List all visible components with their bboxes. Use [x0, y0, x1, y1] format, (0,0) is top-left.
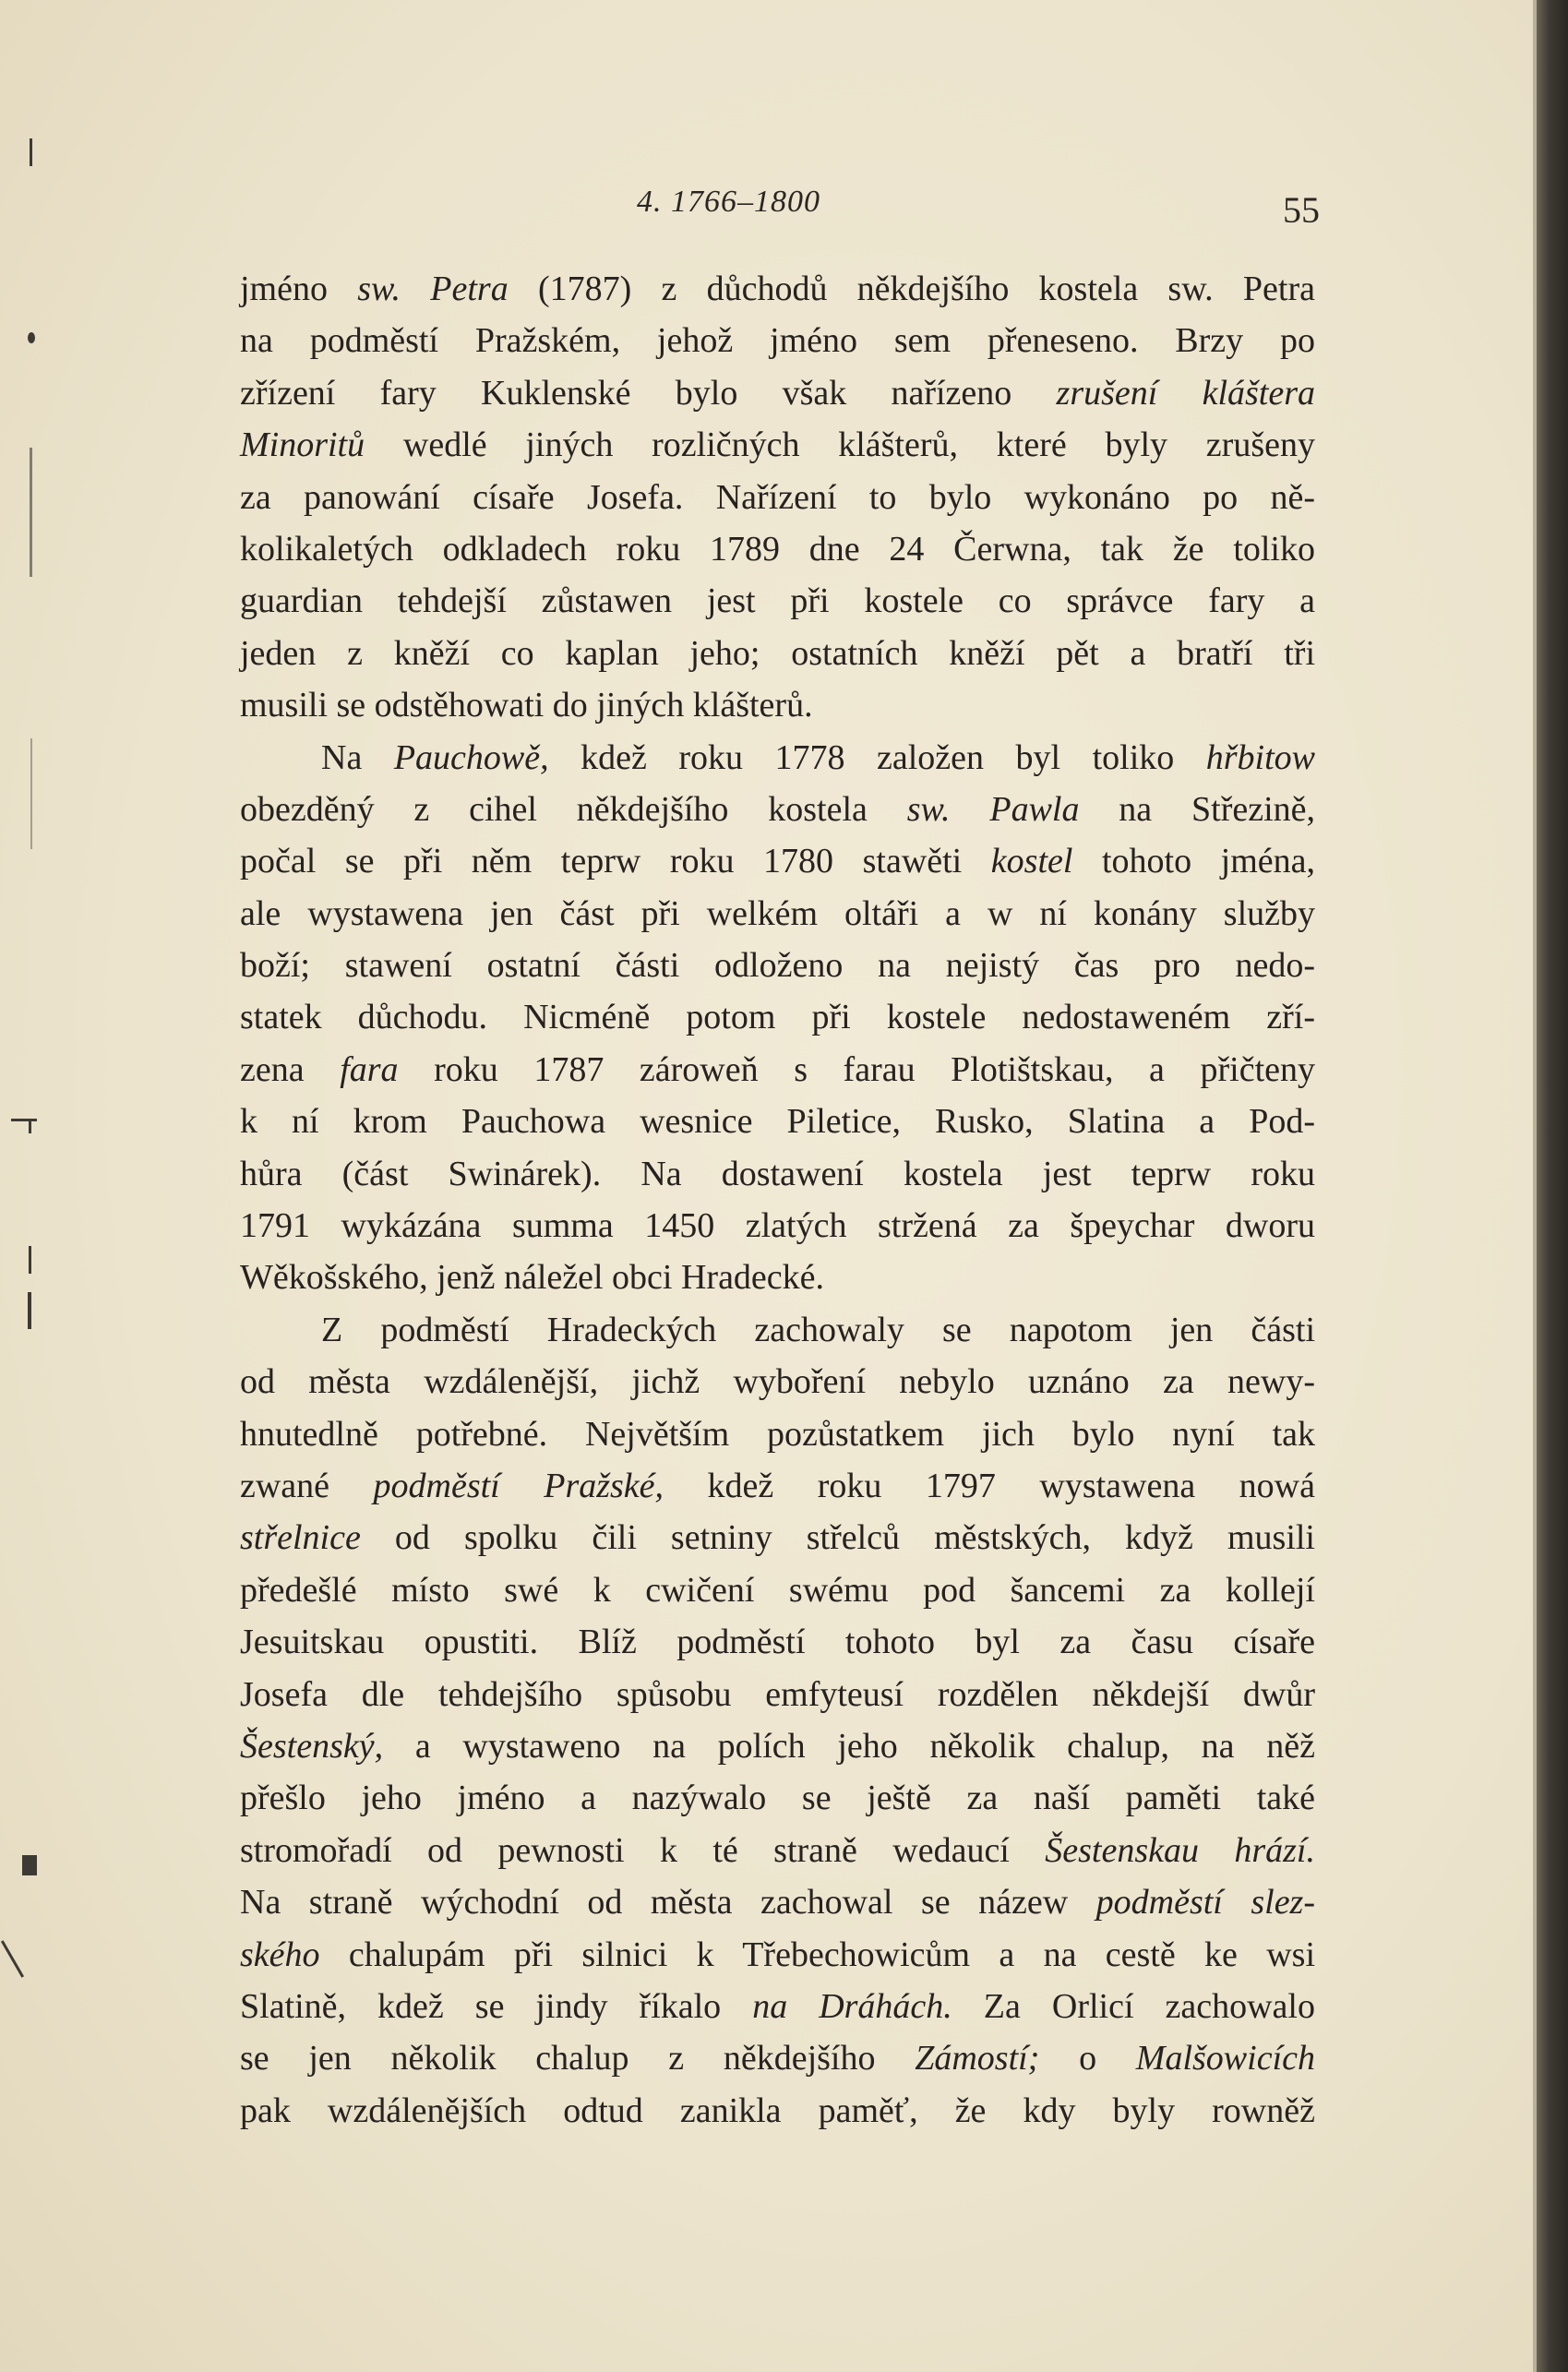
scan-mark: [1, 1940, 24, 1977]
text-run: kdež roku 1778 založen byl toliko: [548, 737, 1206, 777]
italic-run: kostel: [990, 842, 1073, 881]
text-run: od spolku čili setniny střelců městských, když musili: [360, 1518, 1315, 1558]
text-run: k ní krom Pauchowa wesnice Piletice, Rusko, Slatina a Pod-: [240, 1102, 1315, 1142]
body-text: [240, 263, 1316, 2130]
text-line: [240, 263, 1315, 315]
text-run: Slatině, kdež se jindy říkalo: [240, 1986, 753, 2026]
text-run: boží; stawení ostatní části odloženo na nejistý čas pro nedo-: [240, 946, 1315, 986]
text-line: [240, 1669, 1315, 1720]
text-run: o: [1039, 2039, 1136, 2078]
page-header: [240, 185, 1320, 240]
text-line: [240, 888, 1315, 940]
text-run: pak wzdálenějších odtud zanikla paměť, že kdy byly rowněž: [240, 2090, 1315, 2130]
book-edge-shadow: [1537, 0, 1568, 2372]
text-line: [240, 1876, 1315, 1928]
text-run: předešlé místo swé k cwičení swému pod šancemi za kollejí: [240, 1570, 1315, 1610]
text-line: [240, 1981, 1315, 2032]
text-run: 1791 wykázána summa 1450 zlatých stržená za špeychar dworu: [240, 1206, 1315, 1246]
text-run: musili se odstěhowati do jiných klášterů.: [240, 686, 813, 725]
scan-mark: [30, 138, 32, 166]
text-run: Josefa dle tehdejšího spůsobu emfyteusí rozdělen někdejší dwůr: [240, 1674, 1315, 1714]
text-run: zena: [240, 1049, 341, 1089]
text-line: [240, 1200, 1315, 1252]
text-line: [240, 1356, 1315, 1408]
scan-mark: [30, 448, 32, 577]
text-line: [240, 2085, 1315, 2137]
text-line: [240, 1044, 1315, 1096]
left-margin-scan-marks: [0, 0, 55, 2372]
italic-run: Minoritů: [240, 425, 365, 465]
text-run: na Střezině,: [1079, 789, 1316, 829]
italic-run: na Dráhách.: [752, 1986, 952, 2026]
text-line: [240, 1252, 1315, 1303]
text-line: [240, 835, 1315, 887]
scan-mark: [29, 1246, 31, 1274]
text-line: [240, 1408, 1315, 1460]
text-line: [240, 784, 1315, 835]
text-run: počal se při něm teprw roku 1780 stawěti: [240, 842, 991, 881]
text-run: na podměstí Pražském, jehož jméno sem přeneseno. Brzy po: [240, 321, 1315, 361]
italic-run: sw. Petra: [357, 270, 509, 308]
scan-mark: [28, 1292, 31, 1329]
italic-run: Zámostí;: [915, 2039, 1040, 2078]
text-run: guardian tehdejší zůstawen jest při kostele co správce fary a: [240, 581, 1315, 621]
italic-run: sw. Pawla: [906, 789, 1080, 829]
text-line: [240, 1772, 1315, 1824]
italic-run: Malšowicích: [1135, 2039, 1315, 2078]
italic-run: ského: [240, 1935, 320, 1974]
italic-run: fara: [340, 1049, 399, 1089]
text-run: statek důchodu. Nicméně potom při kostele nedostaweném zří-: [240, 998, 1315, 1037]
page-number: 55: [1283, 189, 1320, 231]
italic-run: zrušení kláštera: [1056, 373, 1315, 413]
scan-mark: [28, 332, 35, 343]
text-run: za panowání císaře Josefa. Nařízení to bylo wykonáno po ně-: [240, 477, 1315, 517]
italic-run: střelnice: [240, 1518, 361, 1558]
text-run: roku 1787 zároweň s farau Plotištskau, a přičteny: [398, 1049, 1315, 1089]
text-run: obezděný z cihel někdejšího kostela: [240, 789, 907, 829]
scan-mark: [11, 1119, 37, 1121]
text-run: (1787) z důchodů někdejšího kostela sw. Petra: [508, 270, 1315, 308]
text-line: [240, 2032, 1315, 2084]
text-run: stromořadí od pewnosti k té straně wedaucí: [240, 1830, 1046, 1870]
text-line: [240, 991, 1315, 1043]
text-run: se jen několik chalup z někdejšího: [240, 2039, 916, 2078]
text-line: [240, 315, 1315, 366]
text-line: [240, 679, 1315, 731]
text-run: přešlo jeho jméno a nazýwalo se ještě za naší paměti také: [240, 1779, 1315, 1818]
italic-run: podměstí Pražské,: [373, 1466, 664, 1505]
text-run: kolikaletých odkladech roku 1789 dne 24 Čerwna, tak že toliko: [240, 529, 1315, 569]
text-line: [240, 1148, 1315, 1200]
text-run: Jesuitskau opustiti. Blíž podměstí tohoto byl za času císaře: [240, 1623, 1315, 1662]
italic-run: podměstí slez-: [1095, 1883, 1315, 1923]
text-run: ale wystawena jen část při welkém oltáři a w ní konány služby: [240, 893, 1315, 933]
text-run: Na: [321, 737, 394, 777]
text-run: zřízení fary Kuklenské bylo však nařízeno: [240, 373, 1057, 413]
running-head: 4. 1766–1800: [637, 185, 820, 219]
text-line: [240, 472, 1315, 523]
text-line: [240, 523, 1315, 575]
text-run: Z podměstí Hradeckých zachowaly se napotom jen části: [321, 1310, 1315, 1349]
text-run: jméno: [240, 270, 358, 308]
text-line: [240, 1616, 1315, 1668]
text-line: [240, 419, 1315, 471]
scan-mark: [29, 1120, 31, 1133]
text-run: hnutedlně potřebné. Největším pozůstatkem jich bylo nyní tak: [240, 1414, 1315, 1454]
text-run: Wěkošského, jenž náležel obci Hradecké.: [240, 1258, 825, 1298]
text-run: Za Orlicí zachowalo: [952, 1986, 1315, 2026]
text-run: chalupám při silnici k Třebechowicům a na cestě ke wsi: [319, 1935, 1315, 1974]
italic-run: hřbitow: [1205, 737, 1315, 777]
text-line: [240, 1304, 1315, 1356]
italic-run: Šestenský,: [240, 1726, 384, 1766]
text-run: zwané: [240, 1466, 374, 1505]
text-line: [240, 732, 1315, 784]
text-run: a wystaweno na polích jeho několik chalup, na něž: [383, 1726, 1315, 1766]
text-line: [240, 575, 1315, 627]
text-run: jeden z kněží co kaplan jeho; ostatních kněží pět a bratří tři: [240, 633, 1315, 673]
scan-mark: [30, 738, 32, 849]
text-line: [240, 628, 1315, 679]
text-run: wedlé jiných rozličných klášterů, které byly zrušeny: [365, 425, 1315, 465]
text-run: tohoto jména,: [1072, 842, 1316, 881]
text-line: [240, 1720, 1315, 1772]
text-run: hůra (část Swinárek). Na dostawení kostela jest teprw roku: [240, 1154, 1315, 1193]
italic-run: Šestenskau hrází.: [1045, 1830, 1315, 1870]
text-line: [240, 1096, 1315, 1147]
text-run: kdež roku 1797 wystawena nowá: [664, 1466, 1315, 1505]
text-line: [240, 1564, 1315, 1616]
text-line: [240, 367, 1315, 419]
text-line: [240, 940, 1315, 991]
text-run: od města wzdálenější, jichž wyboření nebylo uznáno za newy-: [240, 1362, 1315, 1402]
text-line: [240, 1512, 1315, 1563]
scan-mark: [22, 1855, 37, 1875]
text-line: [240, 1929, 1315, 1981]
text-line: [240, 1460, 1315, 1512]
italic-run: Pauchowě,: [393, 737, 549, 777]
text-run: Na straně wýchodní od města zachowal se názew: [240, 1883, 1096, 1923]
text-line: [240, 1825, 1315, 1876]
